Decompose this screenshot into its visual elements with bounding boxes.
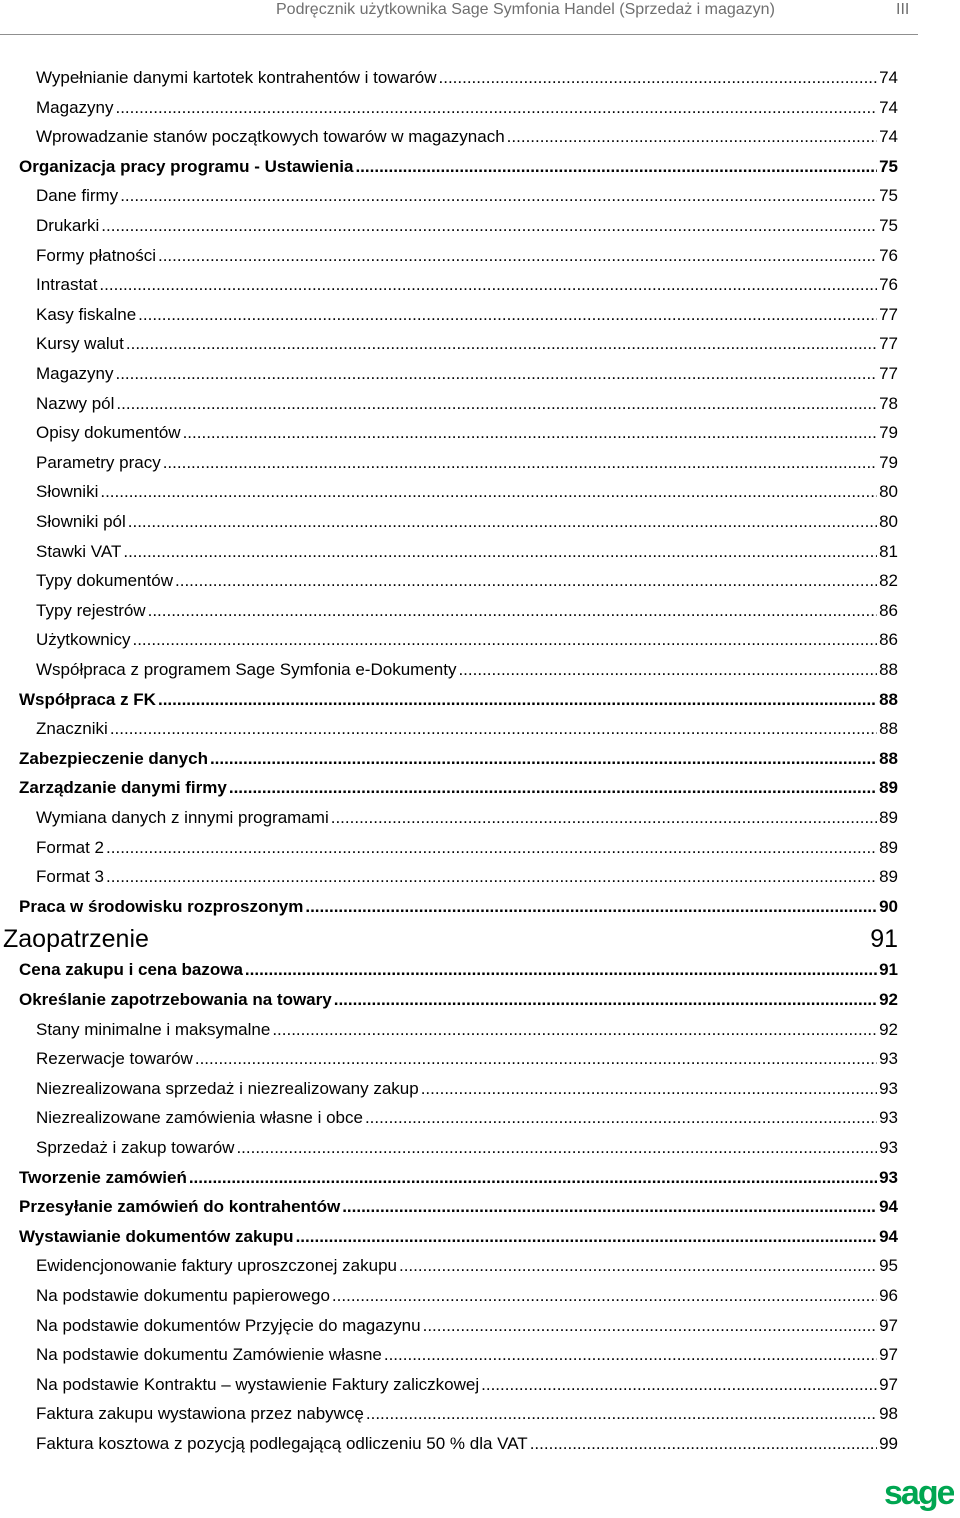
toc-leader-dots [481,1373,877,1397]
toc-entry-title: Na podstawie Kontraktu – wystawienie Faktury zaliczkowej [36,1375,480,1394]
toc-entry-title: Wypełnianie danymi kartotek kontrahentów i towarów [36,68,437,87]
toc-entry-page: 86 [879,601,898,620]
toc-subsection[interactable] [36,865,898,889]
toc-entry-page: 98 [879,1404,898,1423]
toc-subsection[interactable] [36,806,898,830]
toc-chapter[interactable] [3,922,898,956]
toc-entry-page: 91 [870,925,898,953]
toc-entry-page: 74 [879,98,898,117]
toc-entry-page: 93 [879,1108,898,1127]
toc-entry-title: Użytkownicy [36,630,131,649]
toc-subsection[interactable] [36,1314,898,1338]
toc-subsection[interactable] [36,1343,898,1367]
toc-entry-title: Nazwy pól [36,394,115,413]
toc-subsection[interactable] [36,1047,898,1071]
toc-entry-title: Tworzenie zamówień [19,1168,187,1187]
toc-entry-title: Magazyny [36,98,114,117]
toc-leader-dots [236,1136,877,1160]
toc-entry-page: 89 [879,838,898,857]
toc-leader-dots [158,244,877,268]
toc-entry-page: 93 [879,1049,898,1068]
page-header [0,0,918,35]
toc-subsection[interactable] [36,125,898,149]
sage-logo-icon [884,1476,954,1512]
toc-entry-title: Współpraca z programem Sage Symfonia e-Dokumenty [36,660,457,679]
toc-subsection[interactable] [36,1077,898,1101]
toc-entry-page: 74 [879,68,898,87]
toc-leader-dots [331,806,877,830]
header-page-number: III [896,1,910,18]
toc-entry-title: Intrastat [36,275,98,294]
toc-leader-dots [175,569,877,593]
toc-section[interactable] [19,895,898,919]
toc-subsection[interactable] [36,1254,898,1278]
toc-leader-dots [272,1018,877,1042]
toc-entry-page: 77 [879,305,898,324]
toc-leader-dots [458,658,877,682]
toc-subsection[interactable] [36,1284,898,1308]
toc-section[interactable] [19,688,898,712]
toc-subsection[interactable] [36,244,898,268]
toc-section[interactable] [19,1166,898,1190]
toc-section[interactable] [19,958,898,982]
toc-section[interactable] [19,747,898,771]
toc-leader-dots [115,96,877,120]
toc-subsection[interactable] [36,658,898,682]
toc-leader-dots [183,421,878,445]
toc-entry-title: Wymiana danych z innymi programami [36,808,329,827]
toc-leader-dots [305,895,877,919]
toc-subsection[interactable] [36,96,898,120]
toc-entry-page: 79 [879,453,898,472]
toc-entry-page: 91 [879,960,898,979]
toc-entry-title: Kasy fiskalne [36,305,137,324]
toc-entry-page: 92 [879,1020,898,1039]
toc-entry-page: 89 [879,808,898,827]
toc-entry-page: 82 [879,571,898,590]
toc-entry-title: Cena zakupu i cena bazowa [19,960,243,979]
toc-leader-dots [507,125,877,149]
toc-entry-page: 75 [879,157,898,176]
toc-subsection[interactable] [36,1106,898,1130]
toc-entry-page: 89 [879,778,898,797]
toc-entry-page: 76 [879,246,898,265]
toc-subsection[interactable] [36,1402,898,1426]
toc-entry-page: 88 [879,749,898,768]
toc-leader-dots [384,1343,877,1367]
toc-entry-title: Kursy walut [36,334,124,353]
toc-entry-title: Rezerwacje towarów [36,1049,193,1068]
toc-entry-page: 97 [879,1316,898,1335]
toc-entry-title: Format 2 [36,838,105,857]
toc-leader-dots [106,836,877,860]
toc-subsection[interactable] [36,836,898,860]
toc-section[interactable] [19,1195,898,1219]
toc-entry-page: 80 [879,512,898,531]
toc-entry-page: 94 [879,1197,898,1216]
toc-entry-page: 97 [879,1375,898,1394]
toc-subsection[interactable] [36,392,898,416]
toc-subsection[interactable] [36,540,898,564]
toc-entry-page: 77 [879,334,898,353]
toc-entry-page: 93 [879,1168,898,1187]
toc-leader-dots [399,1254,877,1278]
toc-leader-dots [229,776,877,800]
toc-entry-title: Ewidencjonowanie faktury uproszczonej zakupu [36,1256,397,1275]
toc-entry-title: Organizacja pracy programu - Ustawienia [19,157,354,176]
toc-leader-dots [355,155,877,179]
toc-subsection[interactable] [36,451,898,475]
toc-entry-title: Sprzedaż i zakup towarów [36,1138,235,1157]
toc-entry-page: 88 [879,719,898,738]
toc-entry-title: Wystawianie dokumentów zakupu [19,1227,294,1246]
toc-leader-dots [132,628,877,652]
toc-subsection[interactable] [36,480,898,504]
toc-leader-dots [210,747,877,771]
toc-leader-dots [195,1047,877,1071]
toc-subsection[interactable] [36,1136,898,1160]
toc-leader-dots [106,865,877,889]
toc-entry-title: Niezrealizowana sprzedaż i niezrealizowany zakup [36,1079,419,1098]
toc-subsection[interactable] [36,421,898,445]
toc-entry-page: 99 [879,1434,898,1453]
toc-entry-title: Słowniki [36,482,99,501]
toc-leader-dots [423,1314,877,1338]
toc-leader-dots [439,66,878,90]
toc-leader-dots [334,988,877,1012]
toc-entry-title: Przesyłanie zamówień do kontrahentów [19,1197,341,1216]
toc-entry-title: Format 3 [36,867,105,886]
toc-leader-dots [163,451,877,475]
toc-leader-dots [101,214,877,238]
toc-entry-page: 96 [879,1286,898,1305]
toc-entry-title: Opisy dokumentów [36,423,181,442]
toc-entry-page: 95 [879,1256,898,1275]
toc-subsection[interactable] [36,1018,898,1042]
toc-entry-title: Faktura zakupu wystawiona przez nabywcę [36,1404,364,1423]
toc-leader-dots [365,1106,877,1130]
toc-subsection[interactable] [36,1432,898,1456]
toc-leader-dots [100,480,877,504]
toc-entry-page: 88 [879,660,898,679]
toc-entry-title: Parametry pracy [36,453,161,472]
toc-entry-page: 97 [879,1345,898,1364]
toc-entry-title: Na podstawie dokumentu papierowego [36,1286,330,1305]
toc-entry-title: Drukarki [36,216,100,235]
toc-subsection[interactable] [36,717,898,741]
toc-leader-dots [123,540,877,564]
toc-leader-dots [99,273,877,297]
toc-leader-dots [342,1195,877,1219]
toc-subsection[interactable] [36,332,898,356]
toc-entry-title: Niezrealizowane zamówienia własne i obce [36,1108,363,1127]
toc-leader-dots [115,362,877,386]
toc-entry-title: Faktura kosztowa z pozycją podlegającą odliczeniu 50 % dla VAT [36,1434,528,1453]
toc-entry-title: Określanie zapotrzebowania na towary [19,990,332,1009]
toc-entry-title: Zaopatrzenie [3,925,149,953]
sage-logo [884,1476,954,1512]
toc-entry-page: 88 [879,690,898,709]
toc-entry-title: Zarządzanie danymi firmy [19,778,227,797]
toc-leader-dots [116,392,877,416]
toc-section[interactable] [19,1225,898,1249]
toc-leader-dots [421,1077,877,1101]
toc-leader-dots [148,599,877,623]
toc-subsection[interactable] [36,66,898,90]
toc-leader-dots [126,332,877,356]
toc-entry-page: 78 [879,394,898,413]
toc-entry-title: Zabezpieczenie danych [19,749,208,768]
toc-entry-page: 93 [879,1138,898,1157]
toc-entry-page: 81 [879,542,898,561]
toc-leader-dots [110,717,877,741]
toc-subsection[interactable] [36,184,898,208]
toc-entry-title: Praca w środowisku rozproszonym [19,897,304,916]
toc-entry-title: Formy płatności [36,246,156,265]
toc-subsection[interactable] [36,1373,898,1397]
toc-leader-dots [530,1432,877,1456]
toc-leader-dots [332,1284,877,1308]
toc-section[interactable] [19,155,898,179]
toc-leader-dots [138,303,877,327]
toc-leader-dots [120,184,877,208]
toc-subsection[interactable] [36,214,898,238]
toc-entry-title: Słowniki pól [36,512,126,531]
toc-entry-title: Stany minimalne i maksymalne [36,1020,271,1039]
toc-leader-dots [366,1402,877,1426]
toc-entry-page: 90 [879,897,898,916]
toc-entry-page: 80 [879,482,898,501]
header-title: Podręcznik użytkownika Sage Symfonia Handel (Sprzedaż i magazyn) [276,1,775,18]
toc-entry-page: 75 [879,216,898,235]
toc-entry-title: Wprowadzanie stanów początkowych towarów w magazynach [36,127,505,146]
toc-entry-page: 94 [879,1227,898,1246]
toc-entry-page: 76 [879,275,898,294]
toc-subsection[interactable] [36,599,898,623]
toc-entry-title: Znaczniki [36,719,108,738]
toc-subsection[interactable] [36,628,898,652]
toc-subsection[interactable] [36,273,898,297]
toc-entry-page: 89 [879,867,898,886]
svg-text:sage: sage [884,1476,954,1512]
toc-leader-dots [245,958,877,982]
toc-entry-title: Typy rejestrów [36,601,146,620]
toc-entry-page: 93 [879,1079,898,1098]
toc-entry-title: Stawki VAT [36,542,122,561]
toc-subsection[interactable] [36,510,898,534]
toc-entry-page: 92 [879,990,898,1009]
toc-subsection[interactable] [36,569,898,593]
toc-entry-page: 75 [879,186,898,205]
toc-entry-page: 86 [879,630,898,649]
toc-entry-title: Magazyny [36,364,114,383]
toc-entry-title: Współpraca z FK [19,690,156,709]
toc-subsection[interactable] [36,362,898,386]
toc-entry-page: 77 [879,364,898,383]
toc-leader-dots [128,510,877,534]
toc-section[interactable] [19,988,898,1012]
toc-leader-dots [189,1166,877,1190]
toc-entry-title: Typy dokumentów [36,571,174,590]
toc-subsection[interactable] [36,303,898,327]
toc-leader-dots [158,688,877,712]
toc-entry-page: 79 [879,423,898,442]
toc-entry-title: Na podstawie dokumentów Przyjęcie do magazynu [36,1316,421,1335]
toc-entry-title: Na podstawie dokumentu Zamówienie własne [36,1345,382,1364]
toc-entry-page: 74 [879,127,898,146]
toc-entry-title: Dane firmy [36,186,119,205]
toc-leader-dots [296,1225,878,1249]
toc-section[interactable] [19,776,898,800]
